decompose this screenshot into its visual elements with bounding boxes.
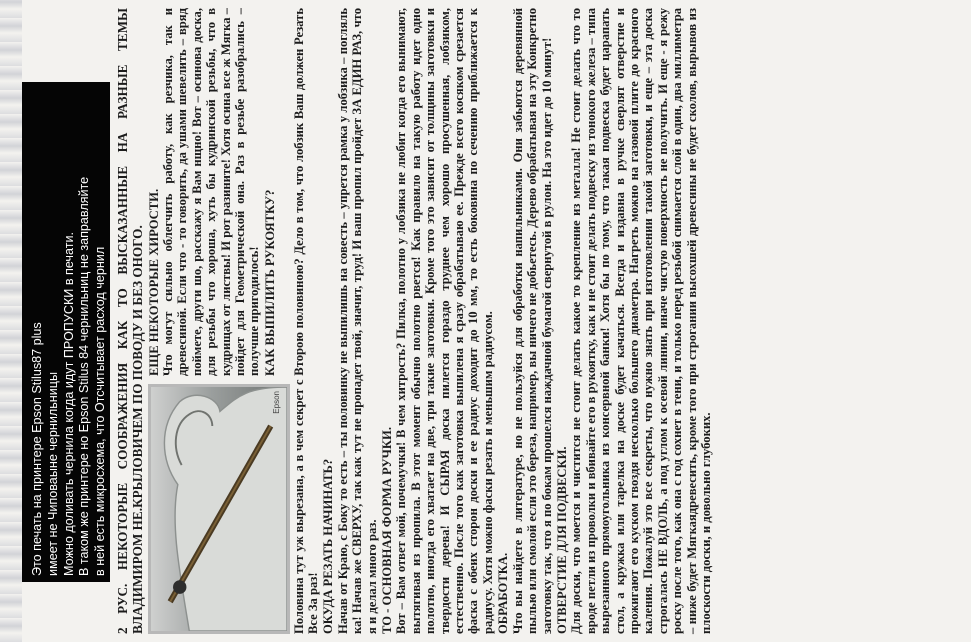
paragraph-hanging-hole: Для доски, что моется и чистится не стоит делать какое то крепление из металла! Не стоит делать что то вроде петли из проволки и вбивайте его в рукоятку, как и не стоит делать подвеску из тонокого железа – типа вырезанного прямоугольника из консервной банки! Хотя бы по тому, что такая подвеска будет царапать стол, а кружка или тарелка на доске будет качаться. Всегда и издавна в ручке сверлят отверстие и прожигают его куском гвоздя несколько большего диаметра. Нагреть можно на газовой плите до красного каления. Пожалуй это все секреты, что нужно знать при изготовлении такой заготовки, и еще – эта доска строгалась НЕ ВДОЛЬ, а под углом к осевой линии, иначе чистую поверхность не получить. И еще - я режу роску после того, как она с год сохнет в тени, и только перед резьбой снимается слой в один, два миллиметра – ниже будет Мягкаядревесить, кроме того при строгании высохшей древесины не будет сколов, вырывов из плоскости доски, и довольно глубоких. [569, 8, 713, 634]
printer-note-text [22, 82, 110, 582]
note-line: в ней есть микросхема, что Отсчитывает расход чернил [93, 246, 108, 576]
article-body [112, 0, 964, 642]
scan-smudge-strip [0, 0, 22, 642]
note-line: В таком же принтере но Epson Stilus 84 чернильниц не заправляйте [77, 176, 92, 576]
heading-main-shape: ТО - ОСНОВНАЯ ФОРМА РУЧКИ. [380, 427, 395, 634]
heading-where-to-start: ОКУДА РЕЗАТЬ НАЧИНАТЬ? [321, 458, 336, 634]
paragraph-where-to-start: Начав от Краю, с Боку то есть – ты половинку не выпилишь на совесть – упрется рамка у лобзика – погляль ка! Начав же СВЕРХУ, так как тут не пропадет твой, значит, труд! И ваш пропил пройдет ЗА ЕДИН РАЗ, что я и делал много раз. [335, 8, 379, 634]
heading-processing: ОБРАБОТКА. [496, 552, 511, 634]
heading-handle: КАК ВЫПИЛИТЬ РУКОЯТКУ? [262, 189, 277, 376]
paragraph-handle: Половина тут уж вырезана, а в чем секрет с Второю половиною? Дело в том, что лобзик Ваш должен Резать Все За раз! [291, 8, 320, 634]
photo-caption: Epson [272, 391, 282, 414]
note-line: Это печать на принтере Epson Stilus87 plus [30, 322, 44, 576]
photo-section [146, 8, 292, 634]
paragraph-tips: Что могут сильно облегчить работу, как резчика, так и древесиной. Если что - то говорить, да ушами шевелить – вряд поймете, други шо, расскажу я Вам нщно! Вот – осинова доска, для резьбы что хороша, хуть бы кудринской резьбы, что в кудрищах от листвы! И рот разините! Хотя осина все ж Мягка – пойдет для Геометрической она. Раз в резьбе разобрались – получше пригодилось! [161, 8, 262, 376]
article-title: 2 РУС. НЕКОТОРЫЕ СООБРАЖЕНИЯ КАК ТО ВЫСКАЗАННЫЕ НА РАЗНЫЕ ТЕМЫ ВЛАДИМИРОМ НЕ.КРЫЛОВИЧЕМ ПО ПОВОДУ И БЕЗ ОНОГО. [115, 8, 145, 634]
photo-side-text [146, 8, 278, 376]
cutting-board-illustration [151, 387, 287, 631]
note-line: имеет не Чиповаыне чернильницы [45, 371, 60, 576]
cutting-board-photo [148, 384, 290, 634]
paragraph-main-shape: Вот – Вам ответ мой, почемучки! В чем хитрость? Пилка, полотно у лобзика не любит когда его вынимают, вытягивая из пропила. В этот момент обычно полотно рвется! Как правило на такую работу идет одно полотно, иногда его хватает на две, три такие заготовки. Кроме того это зависит от толщины заготовки и твердости дерева! И СЫРАЯ доска пилется гораздо труднее чем хорошо просушенная, лобзиком, естественно. После того как заготовка выпилена я сразу обрабатываю ее. Прежде всего косяком срезается фаска с обеих сторон доски и ее радиус доходит до 10 мм, то есть боковина по сечению приближается к радиусу. Хотя можно фаски резать и меньшим радиусом. [394, 8, 495, 634]
article-page [112, 0, 964, 642]
note-line: Можно доливать чернила когда идут ПРОПУСКИ в печати. [61, 231, 76, 576]
paragraph-processing: Что вы найдете в литературе, но не пользуйся для обработки напильниками. Они забьются деревянной пылью или смолой если это береза, например, вы ничего не добьетесь. Дерево обрабатывая на эту Конкретно заготовку так, что я по бокам прошелся наждачной бумагой свернутой в рулон. На это идет до 10 минут! [510, 8, 554, 634]
heading-tips: ЕЩЕ НЕКОТОРЫЕ ХИРОСТИ. [146, 188, 161, 376]
printer-note-box [22, 82, 110, 582]
heading-hanging-hole: ОТВЕРСТИЕ ДЛЯ ПОДВЕСКИ. [554, 446, 569, 634]
